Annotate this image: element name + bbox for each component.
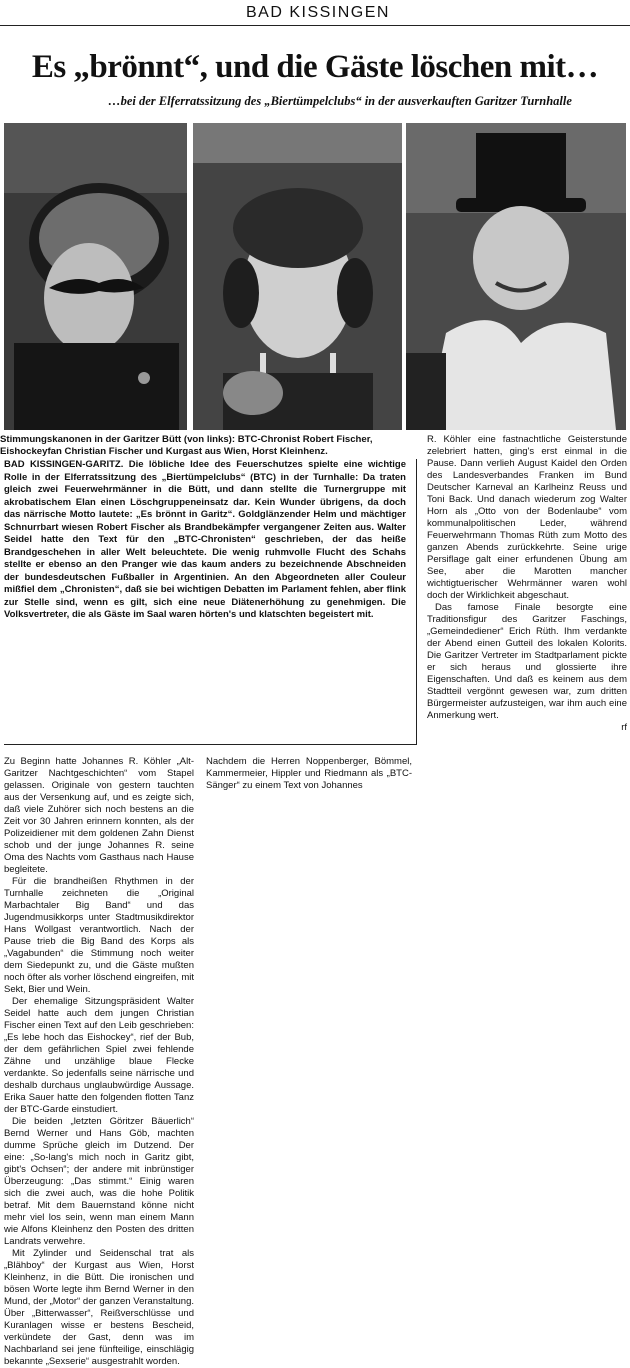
body-paragraph: Das famose Finale besorgte eine Traditionsfigur des Garitzer Faschings, „Gemeindediener“ Erich Rüth. Ihm verdankte der Abend einen Gutteil des lokalen Kolorits. Die Garitzer Vertreter im Stadtparlament pickte er sich heraus und glossierte ihre Eigenschaften. Und daß es keinem aus dem Stadtteil vergönnt gewesen war, zum dritten Bürgermeister aufzusteigen, war ihm auch eine Anmerkung wert.: [427, 602, 627, 721]
body-paragraph: Zu Beginn hatte Johannes R. Köhler „Alt-Garitzer Nachtgeschichten“ vom Stapel gelassen. Originale von gestern tauchten aus der Versenkung auf, und es zeigte sich, daß viele Zuhörer sich noch bestens an die Zeit vor 30 Jahren erinnern konnten, als der Polizeidiener mit dem goldenen Zahn Dienst schob und der junge Johannes R. seine Oma des Nachts vom Gasthaus nach Hause begleitete.: [4, 756, 194, 875]
photo-illustration: [193, 123, 402, 430]
photo-robert-fischer: [4, 123, 187, 430]
author-signature: rf: [621, 722, 627, 733]
header-rule: [0, 25, 630, 26]
photo-illustration: [4, 123, 187, 430]
photo-christian-fischer: [193, 123, 402, 430]
photo-horst-kleinhenz: [406, 123, 626, 430]
dateline: BAD KISSINGEN-GARITZ.: [4, 459, 124, 470]
headline: Es „brönnt“, und die Gäste löschen mit…: [31, 49, 599, 85]
body-column-left: [4, 756, 194, 1368]
body-paragraph: Für die brandheißen Rhythmen in der Turnhalle zeichneten die „Original Marbachtaler Big Band“ und das Jugendmusikkorps unter Stadtmusikdirektor Hans Wollgast verantwortlich. Nach der Pause trieb die Big Band des Korps als „Vagabunden“ die Stimmung noch weiter dem Siedepunkt zu, und die Gäste mußten noch öfter als vorher löschend eingreifen, mit Sekt, Bier und Wein.: [4, 876, 194, 995]
lead-text: Die löbliche Idee des Feuerschutzes spielte eine wichtige Rolle in der Elferratssitzung des „Biertümpelclubs“ (BTC) in der Turnhalle: Da traten gleich zwei Feuerwehrmänner in die Bütt, und dann stellte die Turnergruppe mit akrobatischem Elan einen Löschgruppeneinsatz dar. Kein Wunder übrigens, da doch das närrische Motto lautete: „Es brönnt in Garitz“. Goldglänzender Helm und mächtiger Schnurrbart wiesen Robert Fischer als Brandbekämpfer vergangener Zeiten aus. Walter Seidel hatte den Text für den „BTC-Chronisten“ geschrieben, der das heiße Brandgeschehen in aller Welt beleuchtete. Die wenig ruhmvolle Flucht des Schahs stellte er ebenso an den Pranger wie das kaum anders zu bezeichnende Abschneiden der bundesdeutschen Fußballer in Argentinien. An den Abgeordneten aller Couleur mißfiel dem „Chronisten“, daß sie bei wichtigen Debatten im Parlament fehlen, aber flink zur Stelle sind, wenn es gilt, sich eine neue Diätenerhöhung zu genehmigen. Die Volksvertreter, die als Gäste im Saal waren hörten's und klatschten begeistert mit.: [4, 459, 407, 620]
body-column-middle: [206, 756, 412, 792]
body-column-right: [427, 434, 627, 734]
body-paragraph: Nachdem die Herren Noppenberger, Bömmel, Kammermeier, Hippler und Riedmann als „BTC-Sänger“ zu einem Text von Johannes: [206, 756, 412, 791]
body-paragraph: Der ehemalige Sitzungspräsident Walter Seidel hatte auch dem jungen Christian Fischer einen Text auf den Leib geschrieben: „Es lebe hoch das Eishockey“, rief der Bub, der dem gefährlichen Spiel zwei fehlende Zähne und unzählige blaue Flecke verdankte. So jedenfalls seine närrische und deshalb durchaus unglaubwürdige Aussage. Erika Sauer hatte den folgenden flotten Tanz der BTC-Garde einstudiert.: [4, 996, 194, 1115]
body-paragraph: Die beiden „letzten Göritzer Bäuerlich“ Bernd Werner und Hans Göb, machten dumme Sprüche gleich im Dutzend. Der eine: „So-lang's mich noch in Garitz gibt, gibt's Ochsen“; der andere mit inbrünstiger Überzeugung: „Das stimmt.“ Einig waren sich die zwei auch, was die hohe Politik betraf. Mit dem Bauernstand könne nicht mehr viel los sein, wenn man einem Mann wie Alfons Kleinhenz den Posten des dritten Landrats verwehre.: [4, 1116, 194, 1247]
body-paragraph: Mit Zylinder und Seidenschal trat als „Blähboy“ der Kurgast aus Wien, Horst Kleinhenz, in die Bütt. Die ironischen und bösen Worte legte ihm Bernd Werner in den Mund, der „Motor“ der ganzen Veranstaltung. Über „Bitterwasser“, Reißverschlüsse und Kuranlagen wisse er bestens Bescheid, verkündete der Gast, denn was im Nachbarland sei jene fünfteilige, einschlägig bekannte „Sexserie“ ausgestrahlt worden.: [4, 1248, 194, 1367]
subheadline: …bei der Elferratssitzung des „Biertümpelclubs“ in der ausverkauften Garitzer Turnhalle: [108, 94, 572, 108]
lead-paragraph: [4, 459, 406, 622]
body-paragraph: R. Köhler eine fastnachtliche Geisterstunde zelebriert hatten, ging's erst einmal in die Pause. Dann verlieh August Kaidel den Orden des Landesverbandes Franken im Bund Deutscher Karneval an Karlheinz Reuss und Toni Back. Und danach wiederum zog Walter Horn als „Otto von der Bodenlaube“ vom kommunalpolitischen Leder, während Feuerwehrmann Thomas Rüth zum Motto des ganzen Abends zurückkehrte. Seine urige Persiflage galt einer erfundenen Übung am See, aber die Marotten mancher wichtigtuerischer Wehrmänner waren wohl doch der Wirklichkeit abgeschaut.: [427, 434, 627, 601]
photo-caption: Stimmungskanonen in der Garitzer Bütt (von links): BTC-Chronist Robert Fischer, Eishockeyfan Christian Fischer und Kurgast aus Wien, Horst Kleinhenz.: [0, 434, 373, 457]
section-title: BAD KISSINGEN: [246, 4, 390, 21]
photo-illustration: [406, 123, 626, 430]
